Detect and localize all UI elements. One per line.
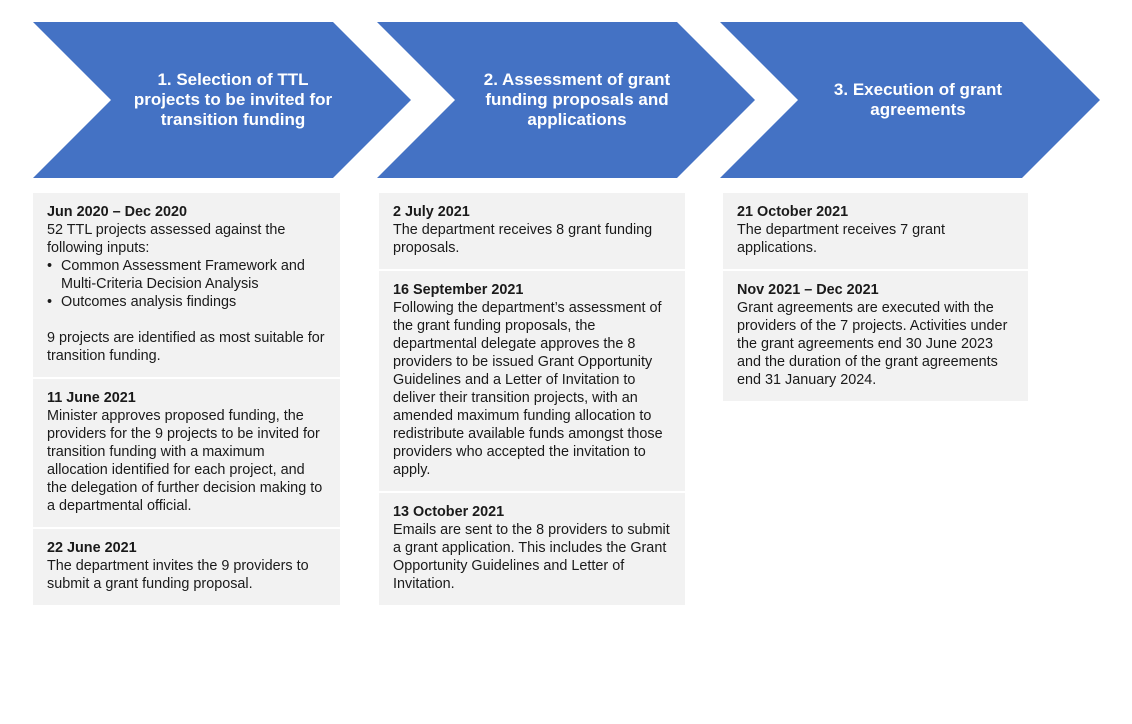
stage-3-events <box>723 193 1028 403</box>
event-text: Minister approves proposed funding, the providers for the 9 projects to be invited for transition funding with a maximum allocation identified for each project, and the delegation of further decision making to a departmental official. <box>47 408 323 514</box>
stage-1-chevron <box>33 22 411 178</box>
event-card <box>723 271 1028 403</box>
stage-3-chevron <box>720 22 1100 178</box>
event-card <box>379 193 685 271</box>
event-date: 16 September 2021 <box>393 282 524 298</box>
event-text: 52 TTL projects assessed against the following inputs: <box>47 222 286 256</box>
event-text: The department receives 7 grant applications. <box>737 222 945 256</box>
stage-1-events <box>33 193 340 607</box>
event-date: Jun 2020 – Dec 2020 <box>47 204 188 220</box>
list-item: • Common Assessment Framework and Multi-Criteria Decision Analysis <box>61 257 328 293</box>
event-date: 21 October 2021 <box>737 204 849 220</box>
stage-2-title: 2. Assessment of grant funding proposals and applications <box>483 70 671 129</box>
stage-3-title: 3. Execution of grant agreements <box>833 80 1003 119</box>
event-date: Nov 2021 – Dec 2021 <box>737 282 879 298</box>
event-text: The department invites the 9 providers to submit a grant funding proposal. <box>47 558 309 592</box>
stage-2-chevron <box>377 22 755 178</box>
event-text: The department receives 8 grant funding proposals. <box>393 222 653 256</box>
event-outcome-text: 9 projects are identified as most suitable for transition funding. <box>47 330 325 364</box>
event-card <box>723 193 1028 271</box>
assessment-inputs-list <box>47 257 328 311</box>
event-date: 22 June 2021 <box>47 540 137 556</box>
event-text: Grant agreements are executed with the providers of the 7 projects. Activities under the grant agreements end 30 June 2023 and the duration of the grant agreements end 31 January 2024. <box>737 300 1008 388</box>
event-card <box>33 379 340 529</box>
event-date: 2 July 2021 <box>393 204 470 220</box>
event-card <box>379 271 685 493</box>
event-text: Following the department’s assessment of the grant funding proposals, the departmental delegate approves the 8 providers to be issued Grant Opportunity Guidelines and a Letter of Invitation to deliver their transition projects, with an amended maximum funding allocation to redistribute available funds amongst those providers who accepted the invitation to apply. <box>393 300 663 478</box>
event-date: 13 October 2021 <box>393 504 505 520</box>
event-card <box>379 493 685 607</box>
event-card <box>33 193 340 379</box>
list-item: • Outcomes analysis findings <box>61 293 328 311</box>
event-text: Emails are sent to the 8 providers to submit a grant application. This includes the Grant Opportunity Guidelines and Letter of Invitation. <box>393 522 670 592</box>
event-card <box>33 529 340 607</box>
event-date: 11 June 2021 <box>47 390 136 406</box>
stage-2-events <box>379 193 685 607</box>
stage-1-title: 1. Selection of TTL projects to be invited for transition funding <box>133 70 333 129</box>
